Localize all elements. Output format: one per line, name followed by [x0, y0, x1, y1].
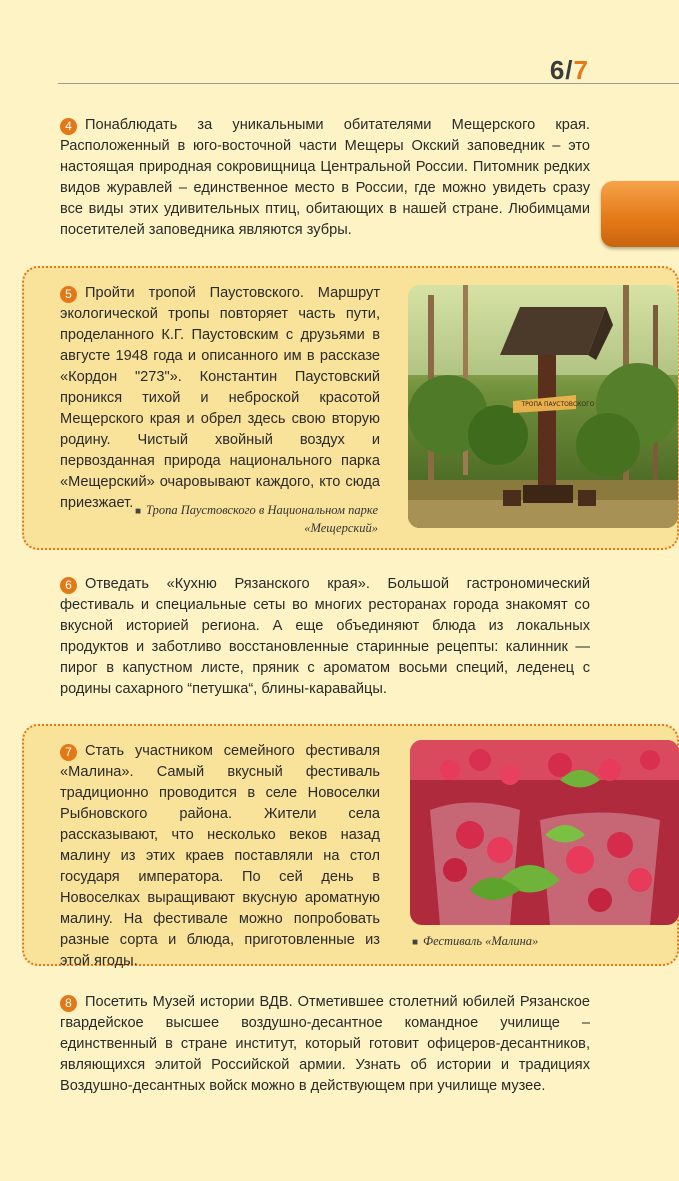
header-divider	[58, 83, 679, 84]
caption-marker-icon: ■	[412, 937, 419, 948]
caption-marker-icon: ■	[134, 506, 141, 517]
list-item-6	[60, 574, 590, 700]
photo-paustovsky-trail	[408, 285, 678, 528]
item-text: Отведать «Кухню Рязанского края». Большой гастрономический фестиваль и специальные сеты во многих ресторанах города знакомят со вкусной историей региона. А еще объединяют блюда из локальных продуктов и заботливо восстановленные старинные рецепты: калинник — пирог в капустном листе, пряник с ароматом восьми специй, леденец с родины сахарного “петушка“, блины-каравайцы.	[60, 576, 590, 697]
item-text: Понаблюдать за уникальными обитателями Мещерского края. Расположенный в юго-восточной части Мещеры Окский заповедник – это настоящая природная сокровищница Центральной России. Питомник редких видов журавлей – единственное место в России, где можно увидеть сразу все виды этих удивительных птиц, обитающих в нашей стране. Любимцами посетителей заповедника являются зубры.	[60, 117, 590, 238]
photo-raspberries	[410, 740, 679, 925]
caption-text: Тропа Паустовского в Национальном парке «Мещерский»	[145, 503, 378, 535]
photo-caption-7	[412, 933, 662, 951]
item-number-badge: 7	[60, 744, 77, 761]
page-total: 7	[573, 55, 589, 85]
item-text: Пройти тропой Паустовского. Маршрут экологической тропы повторяет часть пути, проделанного К.Г. Паустовским с друзьями в августе 1948 года и описанного им в рассказе «Кордон "273"». Константин Паустовский проникся тихой и неброской красотой Мещерского края и обрел здесь свою вторую родину. Чистый хвойный воздух и первозданная природа национального парка «Мещерский» очаровывают каждого, кто сюда приезжает.	[60, 285, 380, 511]
list-item-8	[60, 992, 590, 1097]
sign-label: ТРОПА ПАУСТОВСКОГО	[521, 401, 595, 408]
list-item-4	[60, 115, 590, 241]
item-text: Посетить Музей истории ВДВ. Отметившее столетний юбилей Рязанское гвардейское высшее воздушно-десантное командное училище – единственный в стране институт, который готовит офицеров-десантников, являющихся элитой Российской армии. Узнать об истории и традициях Воздушно-десантных войск можно в действующем при училище музее.	[60, 994, 590, 1094]
page-number	[550, 55, 589, 86]
caption-text: Фестиваль «Малина»	[423, 934, 539, 948]
item-number-badge: 6	[60, 577, 77, 594]
section-tab[interactable]	[601, 181, 679, 247]
list-item-5	[60, 283, 380, 514]
list-item-7	[60, 741, 380, 972]
item-text: Стать участником семейного фестиваля «Малина». Самый вкусный фестиваль традиционно проводится в селе Новоселки Рыбновского района. Жители села рассказывают, что несколько веков назад малину из этих краев поставляли на стол государя императора. По сей день в Новоселках выращивают вкусную ароматную малину. На фестивале можно попробовать разные сорта и блюда, приготовленные из этой ягоды.	[60, 743, 380, 969]
item-number-badge: 8	[60, 995, 77, 1012]
photo-caption-5	[120, 502, 378, 536]
item-number-badge: 5	[60, 286, 77, 303]
item-number-badge: 4	[60, 118, 77, 135]
page-current: 6/	[549, 55, 574, 85]
